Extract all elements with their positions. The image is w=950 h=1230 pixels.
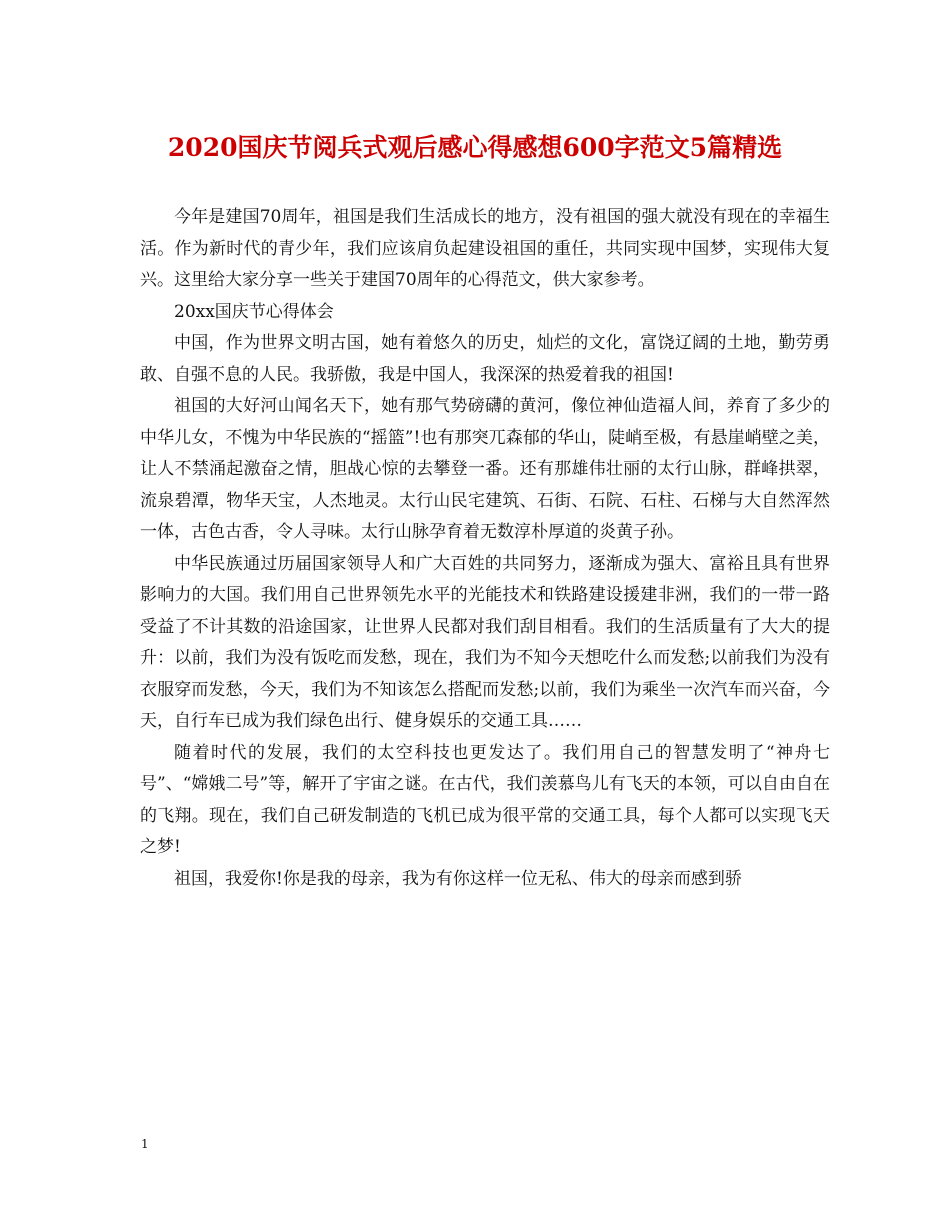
- page-title: 2020国庆节阅兵式观后感心得感想600字范文5篇精选: [167, 133, 783, 162]
- document-body: [140, 202, 830, 895]
- paragraph-subheading: 20xx国庆节心得体会: [174, 301, 334, 322]
- paragraph-china: 中国，作为世界文明古国，她有着悠久的历史，灿烂的文化，富饶辽阔的土地，勤劳勇敢、自强不息的人民。我骄傲，我是中国人，我深深的热爱着我的祖国!: [140, 333, 830, 385]
- page-number: 1: [141, 1137, 149, 1151]
- paragraph-space-tech: 随着时代的发展，我们的太空科技也更发达了。我们用自己的智慧发明了“神舟七号”、“嫦娥二号”等，解开了宇宙之谜。在古代，我们羡慕鸟儿有飞天的本领，可以自由自在的飞翔。现在，我们自己研发制造的飞机已成为很平常的交通工具，每个人都可以实现飞天之梦!: [140, 742, 830, 857]
- paragraph-development: 中华民族通过历届国家领导人和广大百姓的共同努力，逐渐成为强大、富裕且具有世界影响力的大国。我们用自己世界领先水平的光能技术和铁路建设援建非洲，我们的一带一路受益了不计其数的沿途国家，让世界人民都对我们刮目相看。我们的生活质量有了大大的提升：以前，我们为没有饭吃而发愁，现在，我们为不知今天想吃什么而发愁;以前我们为没有衣服穿而发愁，今天，我们为不知该怎么搭配而发愁;以前，我们为乘坐一次汽车而兴奋，今天，自行车已成为我们绿色出行、健身娱乐的交通工具……: [140, 553, 830, 731]
- paragraph-landscape: 祖国的大好河山闻名天下，她有那气势磅礴的黄河，像位神仙造福人间，养育了多少的中华儿女，不愧为中华民族的“摇篮”!也有那突兀森郁的华山，陡峭至极，有悬崖峭壁之美，让人不禁涌起激奋之情，胆战心惊的去攀登一番。还有那雄伟壮丽的太行山脉，群峰拱翠，流泉碧潭，物华天宝，人杰地灵。太行山民宅建筑、石街、石院、石柱、石梯与大自然浑然一体，古色古香，令人寻味。太行山脉孕育着无数淳朴厚道的炎黄子孙。: [140, 396, 830, 542]
- paragraph-intro: 今年是建国70周年，祖国是我们生活成长的地方，没有祖国的强大就没有现在的幸福生活。作为新时代的青少年，我们应该肩负起建设祖国的重任，共同实现中国梦，实现伟大复兴。这里给大家分享一些关于建国70周年的心得范文，供大家参考。: [140, 207, 830, 290]
- paragraph-love-motherland: 祖国，我爱你!你是我的母亲，我为有你这样一位无私、伟大的母亲而感到骄: [174, 868, 742, 889]
